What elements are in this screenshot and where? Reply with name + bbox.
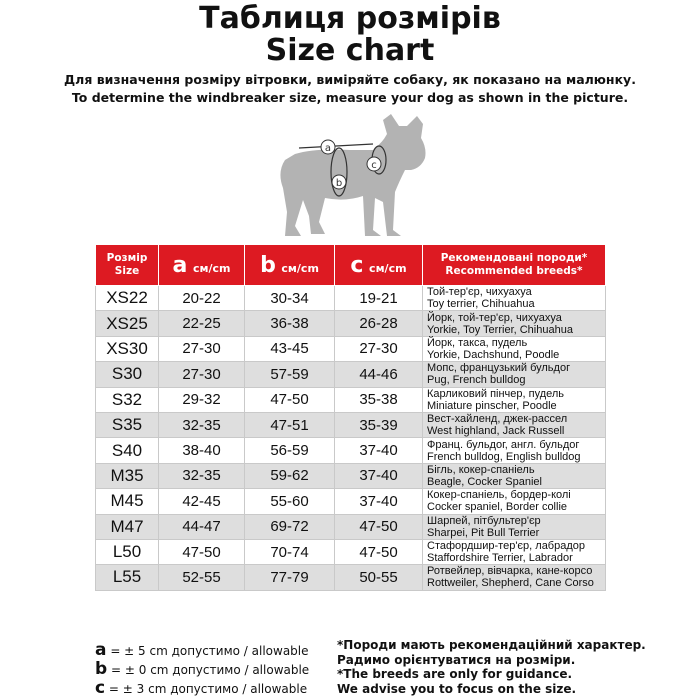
c-cell: 27-30: [335, 336, 423, 361]
header-a: [159, 245, 245, 286]
legend-b: [95, 659, 309, 679]
a-cell: 29-32: [159, 387, 245, 412]
c-cell: 47-50: [335, 539, 423, 564]
label-a: a: [324, 143, 332, 154]
c-cell: 37-40: [335, 463, 423, 488]
header-breeds-ua: Рекомендовані породи*: [440, 252, 588, 264]
dog-measurement-figure: [255, 112, 445, 242]
breed-ua: Йорк, такса, пудель: [427, 336, 528, 349]
legend-c: [95, 678, 307, 698]
breed-ua: Вест-хайленд, джек-рассел: [427, 413, 568, 426]
breed-cell: [423, 387, 606, 412]
a-cell: 32-35: [159, 463, 245, 488]
breed-ua: Йорк, той-тер'єр, чихуахуа: [427, 311, 562, 324]
breed-en: Sharpei, Pit Bull Terrier: [427, 526, 540, 539]
a-cell: 47-50: [159, 539, 245, 564]
b-cell: 55-60: [245, 489, 335, 514]
c-cell: 47-50: [335, 514, 423, 539]
header-breeds-en: Recommended breeds*: [445, 265, 583, 277]
subtitle-english: To determine the windbreaker size, measure your dog as shown in the picture.: [71, 90, 629, 105]
legend-a-text: = ± 5 cm допустимо / allowable: [110, 644, 309, 658]
breed-en: Rottweiler, Shepherd, Cane Corso: [427, 577, 594, 590]
breed-cell: [423, 362, 606, 387]
legend-b-letter: b: [95, 659, 108, 679]
a-cell: 42-45: [159, 489, 245, 514]
legend-c-text: = ± 3 cm допустимо / allowable: [108, 682, 308, 696]
table-row: [96, 311, 606, 336]
breed-en: Beagle, Cocker Spaniel: [427, 475, 542, 488]
size-cell: L50: [96, 539, 159, 564]
header-breeds: [423, 245, 606, 286]
breed-en: French bulldog, English bulldog: [427, 450, 581, 463]
size-cell: L55: [96, 565, 159, 590]
header-a-unit: см/cm: [192, 261, 231, 275]
breed-ua: Кокер-спаніель, бордер-колі: [427, 489, 571, 502]
size-cell: XS22: [96, 286, 159, 311]
size-cell: XS30: [96, 336, 159, 361]
table-row: [96, 463, 606, 488]
size-cell: S30: [96, 362, 159, 387]
title-english: Size chart: [265, 33, 435, 68]
header-b: [245, 245, 335, 286]
breed-cell: [423, 565, 606, 590]
size-cell: XS25: [96, 311, 159, 336]
breed-en: Toy terrier, Chihuahua: [427, 298, 535, 311]
c-cell: 37-40: [335, 489, 423, 514]
breed-cell: [423, 438, 606, 463]
breed-en: Staffordshire Terrier, Labrador: [427, 552, 573, 565]
table-row: [96, 286, 606, 311]
b-cell: 36-38: [245, 311, 335, 336]
b-cell: 59-62: [245, 463, 335, 488]
b-cell: 56-59: [245, 438, 335, 463]
title-ukrainian: Таблиця розмірів: [199, 1, 501, 36]
c-cell: 35-38: [335, 387, 423, 412]
note-line-4: We advise you to focus on the size.: [337, 681, 577, 696]
note-line-2: Радимо орієнтуватися на розміри.: [337, 652, 576, 667]
legend-c-letter: c: [95, 678, 106, 698]
breed-ua: Бігль, кокер-спаніель: [427, 463, 535, 476]
c-cell: 35-39: [335, 412, 423, 437]
a-cell: 20-22: [159, 286, 245, 311]
legend-a-letter: a: [95, 640, 107, 660]
dog-silhouette-icon: [280, 114, 425, 236]
header-c: [335, 245, 423, 286]
header-size-ua: Розмір: [106, 252, 148, 264]
breed-ua: Карликовий пінчер, пудель: [427, 387, 565, 400]
label-a-marker: [321, 140, 335, 154]
label-b: b: [335, 178, 343, 189]
breed-cell: [423, 489, 606, 514]
a-cell: 22-25: [159, 311, 245, 336]
legend-a: [95, 640, 309, 660]
note-line-3: *The breeds are only for guidance.: [337, 667, 573, 681]
breed-en: Miniature pinscher, Poodle: [427, 399, 557, 412]
b-cell: 69-72: [245, 514, 335, 539]
breed-cell: [423, 539, 606, 564]
size-cell: M47: [96, 514, 159, 539]
table-header-row: [96, 245, 606, 286]
a-cell: 27-30: [159, 336, 245, 361]
table-row: [96, 438, 606, 463]
table-row: [96, 362, 606, 387]
label-c-marker: [367, 157, 381, 171]
breed-en: West highland, Jack Russell: [427, 425, 565, 438]
header-b-letter: b: [260, 252, 276, 278]
header-c-letter: c: [350, 252, 364, 278]
breed-ua: Мопс, французький бульдог: [427, 362, 571, 375]
header-size-en: Size: [114, 265, 140, 277]
b-cell: 70-74: [245, 539, 335, 564]
breed-en: Yorkie, Dachshund, Poodle: [427, 348, 560, 361]
b-cell: 43-45: [245, 336, 335, 361]
c-cell: 50-55: [335, 565, 423, 590]
a-cell: 52-55: [159, 565, 245, 590]
b-cell: 77-79: [245, 565, 335, 590]
table-row: [96, 514, 606, 539]
breed-ua: Франц. бульдог, англ. бульдог: [427, 438, 580, 451]
size-table: [95, 244, 606, 591]
breed-notes: [337, 638, 646, 696]
header-b-unit: см/cm: [281, 261, 319, 275]
size-cell: S35: [96, 412, 159, 437]
breed-cell: [423, 286, 606, 311]
note-line-1: *Породи мають рекомендаційний характер.: [337, 638, 646, 652]
b-cell: 30-34: [245, 286, 335, 311]
breed-cell: [423, 514, 606, 539]
label-c: c: [371, 160, 377, 171]
breed-cell: [423, 311, 606, 336]
breed-ua: Ротвейлер, вівчарка, кане-корсо: [427, 565, 593, 578]
breed-en: Pug, French bulldog: [427, 374, 526, 387]
table-row: [96, 565, 606, 590]
table-row: [96, 387, 606, 412]
c-cell: 44-46: [335, 362, 423, 387]
breed-cell: [423, 463, 606, 488]
a-cell: 44-47: [159, 514, 245, 539]
size-cell: M35: [96, 463, 159, 488]
measure-line-a: [299, 144, 373, 148]
breed-ua: Стафордшир-тер'єр, лабрадор: [427, 540, 585, 553]
c-cell: 19-21: [335, 286, 423, 311]
b-cell: 57-59: [245, 362, 335, 387]
legend-b-text: = ± 0 cm допустимо / allowable: [111, 663, 310, 677]
header-a-letter: a: [172, 252, 188, 278]
breed-cell: [423, 336, 606, 361]
table-row: [96, 489, 606, 514]
size-cell: S32: [96, 387, 159, 412]
table-row: [96, 412, 606, 437]
b-cell: 47-50: [245, 387, 335, 412]
c-cell: 26-28: [335, 311, 423, 336]
c-cell: 37-40: [335, 438, 423, 463]
breed-en: Cocker spaniel, Border collie: [427, 501, 568, 514]
header-c-unit: см/cm: [369, 261, 407, 275]
a-cell: 38-40: [159, 438, 245, 463]
subtitle-ukrainian: Для визначення розміру вітровки, виміряйте собаку, як показано на малюнку.: [64, 72, 636, 87]
header-size: [96, 245, 159, 286]
breed-cell: [423, 412, 606, 437]
b-cell: 47-51: [245, 412, 335, 437]
label-b-marker: [332, 175, 346, 189]
size-cell: S40: [96, 438, 159, 463]
breed-en: Yorkie, Toy Terrier, Chihuahua: [427, 323, 573, 336]
size-cell: M45: [96, 489, 159, 514]
a-cell: 27-30: [159, 362, 245, 387]
breed-ua: Той-тер'єр, чихуахуа: [427, 286, 532, 299]
table-row: [96, 539, 606, 564]
breed-ua: Шарпей, пітбультер'єр: [427, 514, 541, 527]
table-row: [96, 336, 606, 361]
a-cell: 32-35: [159, 412, 245, 437]
